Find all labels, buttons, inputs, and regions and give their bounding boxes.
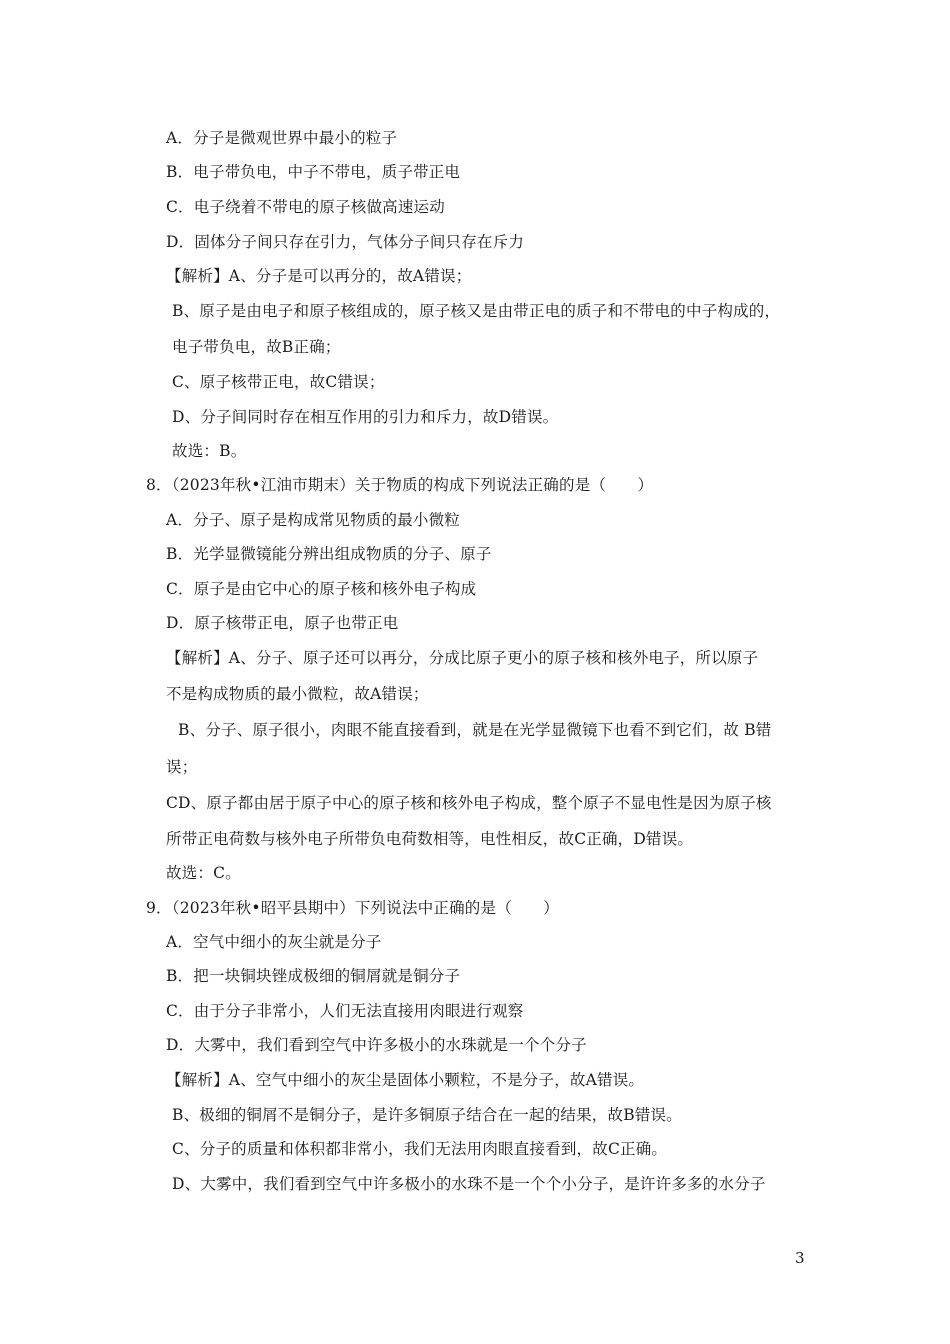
question8-analysis-line1: 【解析】A、分子、原子还可以再分，分成比原子更小的原子核和核外电子，所以原子 <box>166 649 759 667</box>
block1-option-b: B．电子带负电，中子不带电，质子带正电 <box>166 163 461 181</box>
block1-analysis-d: D、分子间同时存在相互作用的引力和斥力，故D错误。 <box>172 408 559 426</box>
question8-option-a: A．分子、原子是构成常见物质的最小微粒 <box>166 511 460 529</box>
question9-option-c: C．由于分子非常小，人们无法直接用肉眼进行观察 <box>166 1002 524 1020</box>
question8-answer: 故选：C。 <box>166 864 241 882</box>
question8-analysis-cd-line1: CD、原子都由居于原子中心的原子核和核外电子构成，整个原子不显电性是因为原子核 <box>166 794 772 812</box>
block1-analysis: 【解析】A、分子是可以再分的，故A错误； <box>166 267 472 285</box>
question9-analysis-d: D、大雾中，我们看到空气中许多极小的水珠不是一个个小分子，是许许多多的水分子 <box>172 1175 766 1193</box>
question8-analysis-line2: 不是构成物质的最小微粒，故A错误； <box>166 685 429 703</box>
question8-option-c: C．原子是由它中心的原子核和核外电子构成 <box>166 580 477 598</box>
question9-option-b: B．把一块铜块锉成极细的铜屑就是铜分子 <box>166 967 461 985</box>
question9-option-d: D．大雾中，我们看到空气中许多极小的水珠就是一个个分子 <box>166 1036 587 1054</box>
block1-option-d: D．固体分子间只存在引力，气体分子间只存在斥力 <box>166 233 525 251</box>
block1-analysis-b-line1: B、原子是由电子和原子核组成的，原子核又是由带正电的质子和不带电的中子构成的， <box>172 302 781 320</box>
question8-analysis-b-line1: B、分子、原子很小，肉眼不能直接看到，就是在光学显微镜下也看不到它们，故 B错 <box>178 721 772 739</box>
question9-option-a: A．空气中细小的灰尘就是分子 <box>166 933 382 951</box>
question9-analysis-a: 【解析】A、空气中细小的灰尘是固体小颗粒，不是分子，故A错误。 <box>166 1071 645 1089</box>
question8-analysis-cd-line2: 所带正电荷数与核外电子所带负电荷数相等，电性相反，故C正确，D错误。 <box>166 830 694 848</box>
block1-analysis-b-line2: 电子带负电，故B正确； <box>172 338 341 356</box>
page-number: 3 <box>795 1249 805 1267</box>
question9-stem: 9．（2023年秋•昭平县期中）下列说法中正确的是（ ） <box>146 899 560 917</box>
block1-option-c: C．电子绕着不带电的原子核做高速运动 <box>166 198 445 216</box>
block1-option-a: A．分子是微观世界中最小的粒子 <box>166 129 398 147</box>
question8-analysis-b-line2: 误； <box>166 758 198 776</box>
question8-option-d: D．原子核带正电，原子也带正电 <box>166 614 399 632</box>
question9-analysis-c: C、分子的质量和体积都非常小，我们无法用肉眼直接看到，故C正确。 <box>172 1140 668 1158</box>
block1-analysis-c: C、原子核带正电，故C错误； <box>172 373 385 391</box>
question8-option-b: B．光学显微镜能分辨出组成物质的分子、原子 <box>166 545 492 563</box>
block1-answer: 故选：B。 <box>172 442 247 460</box>
question9-analysis-b: B、极细的铜屑不是铜分子，是许多铜原子结合在一起的结果，故B错误。 <box>172 1106 682 1124</box>
question8-stem: 8．（2023年秋•江油市期末）关于物质的构成下列说法正确的是（ ） <box>146 476 654 494</box>
